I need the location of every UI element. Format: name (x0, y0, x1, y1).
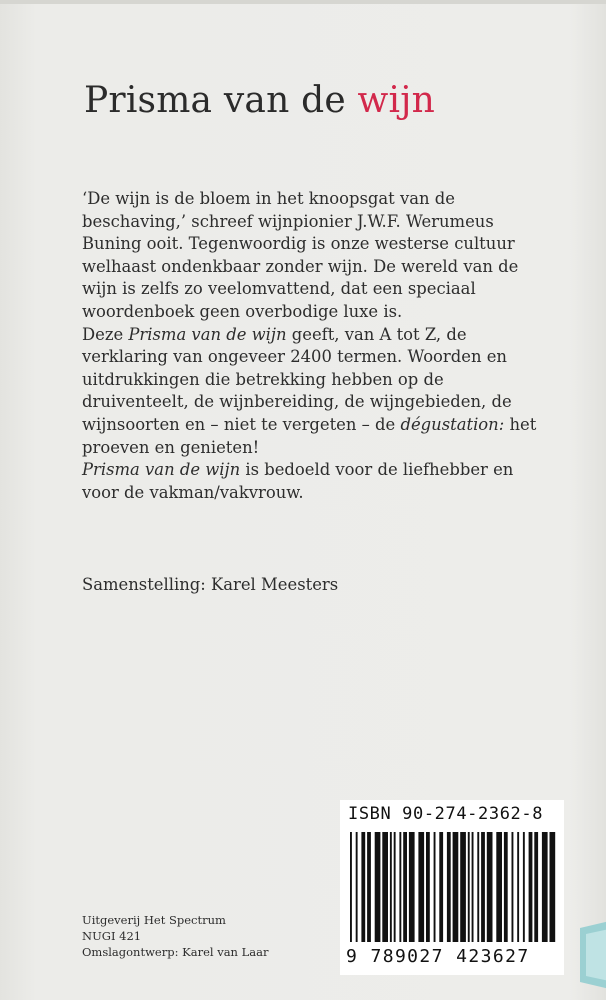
spectrum-logo-icon (574, 920, 606, 990)
publisher-name: Uitgeverij Het Spectrum (82, 913, 226, 927)
isbn-barcode (340, 800, 564, 975)
isbn-number: ISBN 90-274-2362-8 (348, 804, 544, 824)
compiler-credit: Samenstelling: Karel Meesters (82, 575, 339, 594)
blurb-paragraph-3 (82, 459, 542, 504)
blurb-text (82, 188, 542, 504)
blurb-p2-before: Deze (82, 324, 129, 344)
cover-designer: Omslagontwerp: Karel van Laar (82, 945, 269, 959)
blurb-p2-middle: geeft, van A tot Z, de verklaring van ongeveer 2400 termen. Woorden en uitdrukkingen die betrekking hebben op de druiventeelt, de wijnbereiding, de wijngebieden, de wijnsoorten en – niet te vergeten – de (82, 324, 512, 434)
blurb-p2-term: dégustation: (400, 414, 505, 434)
publisher-info (82, 912, 268, 960)
blurb-paragraph-2 (82, 324, 542, 460)
book-title (84, 80, 435, 121)
book-title-accent: wijn (357, 80, 435, 121)
cover-top-edge (0, 0, 606, 4)
blurb-p3-after: is bedoeld voor de liefhebber en voor de vakman/vakvrouw. (82, 460, 514, 502)
book-title-main: Prisma van de (84, 80, 358, 121)
nugi-code: NUGI 421 (82, 929, 142, 943)
blurb-p2-after: het proeven en genieten! (82, 414, 537, 457)
blurb-paragraph-1: ‘De wijn is de bloem in het knoopsgat van de beschaving,’ schreef wijnpionier J.W.F. Werumeus Buning ooit. Tegenwoordig is onze westerse cultuur welhaast ondenkbaar zonder wijn. De wereld van de wijn is zelfs zo veelomvattend, dat een speciaal woordenboek geen overbodige luxe is. (82, 189, 519, 321)
blurb-p3-title: Prisma van de wijn (82, 460, 241, 480)
ean-number: 9 789027 423627 (346, 946, 530, 967)
blurb-p2-title: Prisma van de wijn (128, 324, 287, 344)
barcode-bars (348, 832, 558, 944)
